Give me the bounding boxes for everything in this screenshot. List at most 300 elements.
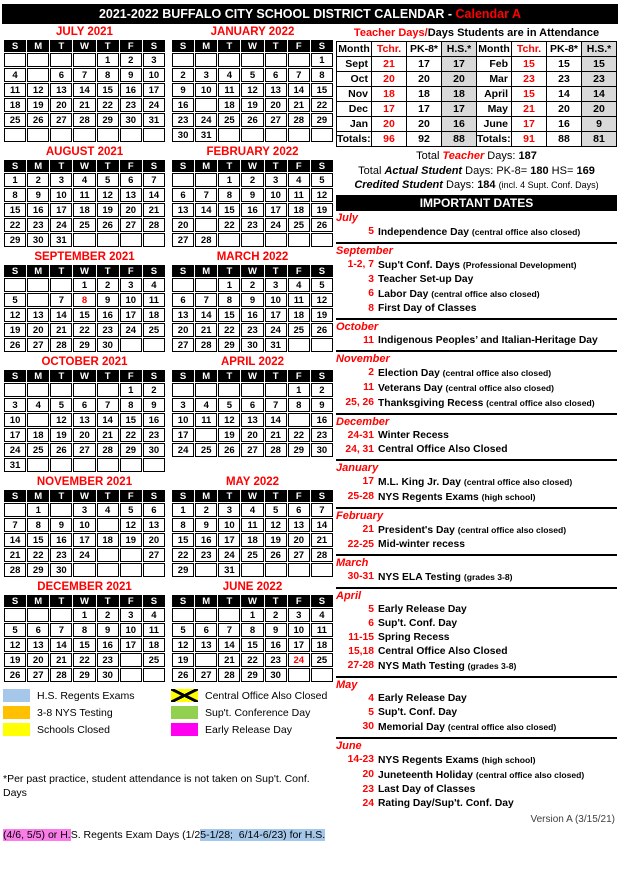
- attendance-cell: 88: [547, 132, 582, 147]
- weekday-header-row: [4, 160, 165, 172]
- day-cell: 12: [172, 638, 194, 652]
- week-row: [4, 278, 165, 292]
- week-row: [172, 278, 333, 292]
- month-weeks: [172, 53, 333, 142]
- important-date-days: 4: [368, 692, 374, 704]
- day-cell: [241, 563, 263, 577]
- day-cell: 9: [97, 293, 119, 307]
- legend-item: [3, 721, 171, 738]
- weekday-header: M: [195, 40, 217, 52]
- day-cell: [73, 563, 95, 577]
- important-dates-section-april: [336, 587, 617, 676]
- day-cell: 13: [73, 413, 95, 427]
- weekday-header: S: [311, 265, 333, 277]
- day-cell: [311, 338, 333, 352]
- day-cell: [97, 563, 119, 577]
- day-cell: 9: [241, 188, 263, 202]
- day-cell: [4, 383, 26, 397]
- month-table-september-2021: [3, 264, 166, 353]
- attendance-cell: 91: [512, 132, 547, 147]
- totals-segment: HS=: [548, 164, 577, 177]
- weekday-header: M: [27, 265, 49, 277]
- day-cell: [288, 233, 310, 247]
- footnote-line-2: [3, 828, 334, 842]
- important-date-item: [336, 523, 617, 538]
- week-row: [4, 533, 165, 547]
- totals-segment: 184: [477, 179, 496, 191]
- day-cell: 8: [97, 68, 119, 82]
- day-cell: [27, 278, 49, 292]
- weekday-header: T: [97, 595, 119, 607]
- day-cell: 9: [27, 188, 49, 202]
- month-weeks: [4, 53, 165, 142]
- day-cell: [195, 98, 217, 112]
- weekday-header: S: [4, 160, 26, 172]
- day-cell: 5: [97, 173, 119, 187]
- important-date-days: 21: [362, 523, 374, 535]
- day-cell: 25: [288, 323, 310, 337]
- day-cell: [27, 413, 49, 427]
- section-month-name: September: [336, 244, 393, 257]
- day-cell: 1: [73, 608, 95, 622]
- day-cell: 16: [172, 98, 194, 112]
- day-cell: 29: [73, 668, 95, 682]
- day-cell: 7: [195, 188, 217, 202]
- attendance-column-header: PK-8*: [547, 42, 582, 57]
- important-date-days: 5: [368, 225, 374, 237]
- important-date-item: [336, 692, 617, 706]
- day-cell: 9: [97, 623, 119, 637]
- weekday-header: S: [311, 490, 333, 502]
- day-cell: 19: [241, 98, 263, 112]
- day-cell: 13: [288, 518, 310, 532]
- day-cell: 23: [311, 428, 333, 442]
- week-row: [172, 413, 333, 427]
- day-cell: 18: [4, 98, 26, 112]
- important-date-days: 11-15: [348, 631, 374, 643]
- week-row: [172, 68, 333, 82]
- day-cell: [4, 608, 26, 622]
- day-cell: [195, 383, 217, 397]
- attendance-column-header: H.S.*: [582, 42, 617, 57]
- weekday-header-row: [172, 595, 333, 607]
- day-cell: 31: [218, 563, 240, 577]
- day-cell: [218, 53, 240, 67]
- month-weeks: [172, 278, 333, 352]
- day-cell: 6: [265, 68, 287, 82]
- day-cell: 24: [143, 98, 165, 112]
- day-cell: 30: [97, 668, 119, 682]
- day-cell: 6: [288, 503, 310, 517]
- day-cell: 30: [241, 338, 263, 352]
- day-cell: 24: [288, 653, 310, 667]
- day-cell: [4, 128, 26, 142]
- day-cell: [195, 278, 217, 292]
- important-date-days: 24: [362, 797, 374, 809]
- day-cell: 12: [218, 413, 240, 427]
- important-date-days: 5: [368, 603, 374, 615]
- weekday-header: F: [288, 595, 310, 607]
- important-date-text: Central Office Also Closed: [378, 443, 508, 455]
- day-cell: 5: [4, 293, 26, 307]
- day-cell: 17: [120, 308, 142, 322]
- important-date-days: 30: [362, 720, 374, 732]
- important-date-text: Mid-winter recess: [378, 538, 465, 550]
- legend-swatch-blue: [3, 689, 30, 702]
- attendance-cell: Totals:: [337, 133, 371, 145]
- day-cell: 12: [241, 83, 263, 97]
- day-cell: 5: [50, 398, 72, 412]
- week-row: [4, 188, 165, 202]
- attendance-cell: Oct: [337, 72, 372, 87]
- section-month-name: February: [336, 509, 384, 522]
- weekday-header-row: [172, 40, 333, 52]
- week-row: [4, 668, 165, 682]
- weekday-header: M: [195, 160, 217, 172]
- weekday-header-row: [172, 490, 333, 502]
- important-date-days: 11: [363, 334, 374, 346]
- important-date-days: 17: [362, 475, 374, 487]
- day-cell: 4: [241, 503, 263, 517]
- day-cell: 3: [50, 173, 72, 187]
- weekday-header: T: [97, 370, 119, 382]
- important-date-text: NYS Regents Exams (high school): [378, 754, 536, 766]
- day-cell: 10: [172, 413, 194, 427]
- week-row: [172, 608, 333, 622]
- week-row: [4, 233, 165, 247]
- important-date-days: 11: [363, 381, 374, 393]
- day-cell: 19: [27, 98, 49, 112]
- day-cell: 27: [27, 668, 49, 682]
- day-cell: 26: [265, 548, 287, 562]
- attendance-cell: May: [477, 102, 512, 117]
- week-row: [4, 338, 165, 352]
- important-date-text: Rating Day/Sup't. Conf. Day: [378, 797, 514, 809]
- day-cell: 3: [172, 398, 194, 412]
- day-cell: 5: [311, 278, 333, 292]
- day-cell: 2: [195, 503, 217, 517]
- day-cell: [218, 383, 240, 397]
- week-row: [4, 323, 165, 337]
- weekday-header: F: [288, 370, 310, 382]
- day-cell: 20: [172, 323, 194, 337]
- weekday-header: T: [265, 265, 287, 277]
- important-date-text: Last Day of Classes: [378, 783, 476, 795]
- day-cell: 11: [288, 293, 310, 307]
- day-cell: 23: [50, 548, 72, 562]
- day-cell: [50, 503, 72, 517]
- day-cell: 28: [97, 443, 119, 457]
- month-table-december-2021: [3, 594, 166, 683]
- important-date-days: 23: [362, 783, 374, 795]
- week-row: [172, 428, 333, 442]
- important-date-note: (central office also closed): [486, 397, 595, 408]
- attendance-cell: 15: [512, 87, 547, 102]
- day-cell: 4: [311, 608, 333, 622]
- day-cell: 10: [195, 83, 217, 97]
- day-cell: 16: [97, 308, 119, 322]
- important-date-item: [336, 631, 617, 645]
- day-cell: 9: [311, 398, 333, 412]
- important-date-text: Winter Recess: [378, 429, 449, 441]
- day-cell: 29: [4, 233, 26, 247]
- day-cell: 2: [311, 383, 333, 397]
- day-cell: 15: [73, 308, 95, 322]
- attendance-cell: 20: [407, 117, 442, 132]
- day-cell: [172, 173, 194, 187]
- totals-segment: Total: [416, 150, 443, 162]
- important-date-days: 2: [368, 366, 374, 378]
- weekday-header: M: [195, 370, 217, 382]
- legend-item: [3, 704, 171, 721]
- day-cell: 1: [218, 173, 240, 187]
- important-date-item: [336, 706, 617, 720]
- important-date-text: Sup't. Conf. Day: [378, 706, 458, 718]
- day-cell: 7: [73, 68, 95, 82]
- day-cell: 15: [218, 203, 240, 217]
- important-date-item: [336, 603, 617, 617]
- weekday-header: T: [218, 160, 240, 172]
- day-cell: 27: [120, 218, 142, 232]
- legend-label: H.S. Regents Exams: [37, 689, 135, 702]
- week-row: [172, 53, 333, 67]
- week-row: [172, 533, 333, 547]
- day-cell: 7: [288, 68, 310, 82]
- day-cell: 28: [195, 233, 217, 247]
- day-cell: 27: [195, 668, 217, 682]
- important-date-note: (central office also closed): [475, 769, 585, 780]
- day-cell: [241, 53, 263, 67]
- weekday-header: S: [143, 40, 165, 52]
- important-date-text: Central Office Also Closed: [378, 645, 508, 657]
- weekday-header: M: [27, 595, 49, 607]
- weekday-header: W: [73, 265, 95, 277]
- day-cell: 17: [73, 533, 95, 547]
- day-cell: [265, 563, 287, 577]
- day-cell: 11: [241, 518, 263, 532]
- totals-segment: Days:: [484, 150, 519, 162]
- important-date-item: [336, 381, 617, 396]
- important-date-item: [336, 225, 617, 240]
- day-cell: 2: [120, 53, 142, 67]
- day-cell: 12: [120, 518, 142, 532]
- week-row: [4, 308, 165, 322]
- important-date-note: (central office also closed): [431, 288, 540, 299]
- day-cell: 21: [265, 428, 287, 442]
- weekday-header: F: [288, 265, 310, 277]
- day-cell: [265, 383, 287, 397]
- important-date-item: [336, 475, 617, 490]
- day-cell: 27: [73, 443, 95, 457]
- day-cell: 28: [311, 548, 333, 562]
- month-calendar-january-2022: [171, 26, 334, 143]
- weekday-header: S: [311, 370, 333, 382]
- page-content: [0, 26, 620, 870]
- day-cell: 25: [143, 323, 165, 337]
- totals-segment: 187: [518, 150, 537, 162]
- attendance-table-body: [337, 57, 617, 147]
- legend-item: [171, 687, 334, 704]
- legend-column-right: [171, 687, 334, 738]
- attendance-cell: 20: [582, 102, 617, 117]
- day-cell: 1: [73, 278, 95, 292]
- day-cell: 7: [195, 293, 217, 307]
- day-cell: 6: [50, 68, 72, 82]
- day-cell: 19: [4, 323, 26, 337]
- day-cell: 29: [27, 563, 49, 577]
- day-cell: 15: [311, 83, 333, 97]
- day-cell: 13: [120, 188, 142, 202]
- week-row: [4, 503, 165, 517]
- day-cell: 27: [172, 338, 194, 352]
- day-cell: 10: [120, 623, 142, 637]
- weekday-header: F: [120, 370, 142, 382]
- day-cell: [311, 668, 333, 682]
- day-cell: [195, 608, 217, 622]
- attendance-cell: Sept: [337, 57, 372, 72]
- weekday-header: T: [97, 160, 119, 172]
- day-cell: [73, 53, 95, 67]
- day-cell: 1: [4, 173, 26, 187]
- day-cell: 22: [172, 548, 194, 562]
- day-cell: 18: [288, 203, 310, 217]
- week-row: [4, 428, 165, 442]
- week-row: [172, 308, 333, 322]
- totals-segment: 169: [576, 164, 595, 177]
- day-cell: 28: [4, 563, 26, 577]
- month-calendar-august-2021: [3, 146, 166, 248]
- day-cell: [172, 608, 194, 622]
- day-cell: 31: [50, 233, 72, 247]
- day-cell: 17: [143, 83, 165, 97]
- important-date-note: (grades 3-8): [467, 660, 517, 671]
- day-cell: 25: [218, 113, 240, 127]
- month-title: JUNE 2022: [222, 581, 283, 593]
- day-cell: 15: [27, 533, 49, 547]
- important-date-item: [336, 645, 617, 659]
- day-cell: 30: [311, 443, 333, 457]
- weekday-header: T: [50, 40, 72, 52]
- important-dates-section-december: [336, 413, 617, 459]
- weekday-header-row: [172, 265, 333, 277]
- weekday-header: F: [120, 160, 142, 172]
- day-cell: [288, 563, 310, 577]
- important-date-item: [336, 538, 617, 552]
- important-date-days: 27-28: [347, 659, 374, 671]
- day-cell: [97, 233, 119, 247]
- important-date-days: 20: [362, 768, 374, 780]
- week-row: [4, 563, 165, 577]
- day-cell: 21: [50, 653, 72, 667]
- day-cell: 7: [50, 293, 72, 307]
- legend-label: Central Office Also Closed: [205, 689, 328, 702]
- day-cell: 1: [311, 53, 333, 67]
- month-table-july-2021: [3, 39, 166, 143]
- attendance-cell: 18: [442, 87, 477, 102]
- day-cell: 21: [288, 98, 310, 112]
- day-cell: 24: [4, 443, 26, 457]
- day-cell: 25: [143, 653, 165, 667]
- day-cell: 29: [172, 563, 194, 577]
- attendance-cell: 81: [582, 132, 617, 147]
- day-cell: 7: [265, 398, 287, 412]
- weekday-header: S: [4, 490, 26, 502]
- day-cell: 16: [120, 83, 142, 97]
- weekday-header: T: [218, 265, 240, 277]
- day-cell: 21: [73, 98, 95, 112]
- day-cell: [97, 128, 119, 142]
- week-row: [4, 638, 165, 652]
- day-cell: 19: [172, 653, 194, 667]
- week-row: [4, 83, 165, 97]
- important-date-text: Labor Day (central office also closed): [378, 288, 540, 300]
- weekday-header: T: [265, 595, 287, 607]
- important-date-days: 30-31: [347, 570, 374, 582]
- week-row: [4, 218, 165, 232]
- day-cell: 6: [195, 623, 217, 637]
- day-cell: 15: [172, 533, 194, 547]
- month-title: NOVEMBER 2021: [36, 476, 133, 488]
- day-cell: 22: [288, 428, 310, 442]
- legend-label: Schools Closed: [37, 723, 110, 736]
- attendance-cell: Mar: [477, 72, 512, 87]
- day-cell: 25: [311, 653, 333, 667]
- day-cell: 23: [195, 548, 217, 562]
- footnote-segment: S. Regents Exam Days (1/2: [70, 829, 201, 841]
- day-cell: 22: [73, 653, 95, 667]
- week-row: [4, 518, 165, 532]
- section-month-name: March: [336, 556, 369, 569]
- day-cell: 22: [27, 548, 49, 562]
- attendance-cell: 20: [407, 72, 442, 87]
- attendance-cell: 21: [512, 102, 547, 117]
- day-cell: 24: [265, 323, 287, 337]
- important-date-note: (central office also closed): [447, 721, 557, 732]
- day-cell: [172, 383, 194, 397]
- weekday-header: W: [73, 490, 95, 502]
- info-column: [336, 26, 617, 870]
- weekday-header: M: [27, 40, 49, 52]
- day-cell: 6: [120, 173, 142, 187]
- day-cell: 4: [143, 608, 165, 622]
- weekday-header: T: [218, 490, 240, 502]
- important-date-text: Teacher Set-up Day: [378, 273, 474, 285]
- important-date-item: [336, 617, 617, 631]
- day-cell: 5: [172, 623, 194, 637]
- attendance-cell: 17: [512, 117, 547, 132]
- week-row: [172, 638, 333, 652]
- day-cell: 11: [73, 188, 95, 202]
- day-cell: [241, 128, 263, 142]
- day-cell: [97, 383, 119, 397]
- month-weeks: [4, 503, 165, 577]
- day-cell: 10: [120, 293, 142, 307]
- month-title: OCTOBER 2021: [41, 356, 128, 368]
- day-cell: [288, 128, 310, 142]
- weekday-header: T: [265, 490, 287, 502]
- day-cell: 3: [265, 278, 287, 292]
- weekday-header: S: [172, 595, 194, 607]
- day-cell: 27: [288, 548, 310, 562]
- day-cell: [195, 218, 217, 232]
- important-date-item: [336, 783, 617, 797]
- week-row: [4, 458, 165, 472]
- legend-label: Early Release Day: [205, 723, 292, 736]
- weekday-header: W: [73, 40, 95, 52]
- day-cell: 25: [241, 548, 263, 562]
- day-cell: 4: [97, 503, 119, 517]
- important-date-days: 5: [368, 706, 374, 718]
